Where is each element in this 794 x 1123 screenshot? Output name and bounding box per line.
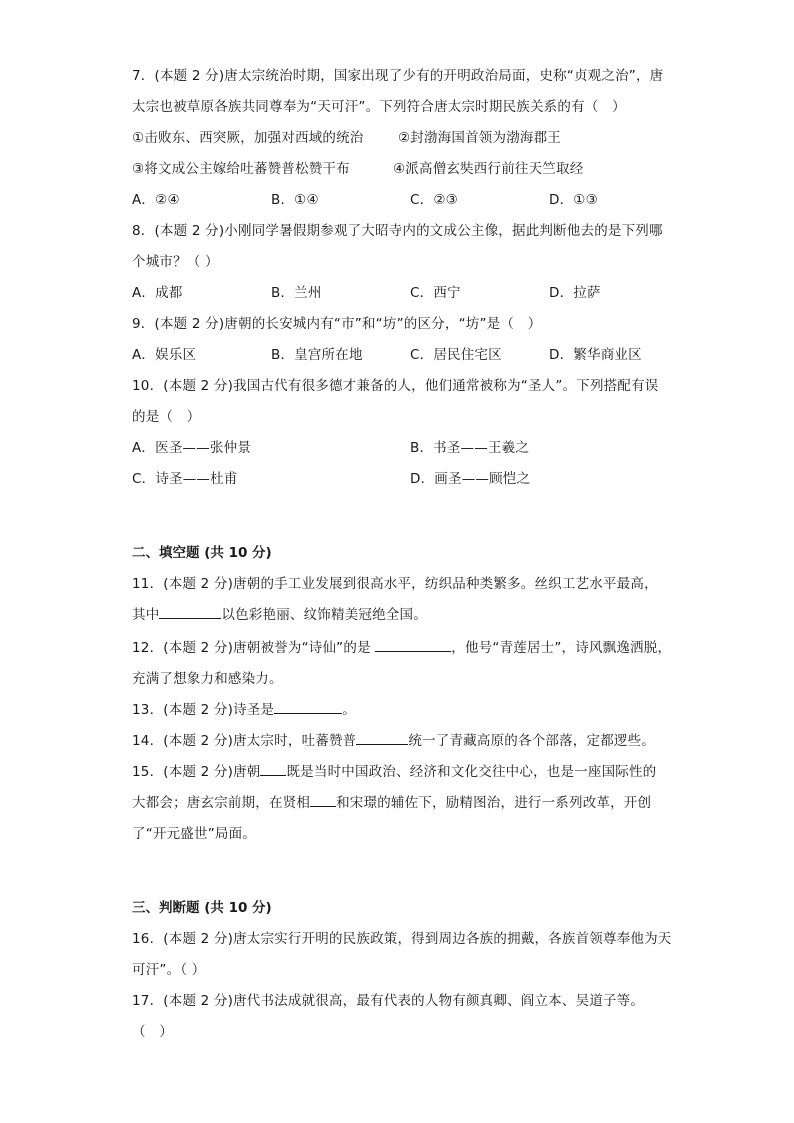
q9-option-a: A．娱乐区 [132,347,197,363]
q15-stem-line1 [132,762,656,782]
q11-answer-blank[interactable] [159,605,221,619]
q13-stem-line1 [132,700,356,720]
q12-text-a: 12．(本题 2 分)唐朝被誉为“诗仙”的是 [132,640,376,656]
q10-option-b: B．书圣——王羲之 [410,440,530,456]
q13-answer-blank[interactable] [274,700,342,714]
q17-stem-line1: 17．(本题 2 分)唐代书法成就很高，最有代表的人物有颜真卿、阎立本、吴道子等。 [132,993,645,1009]
q11-text-b: 以色彩艳丽、纹饰精美冠绝全国。 [221,607,427,623]
q7-option-c: C．②③ [410,192,458,208]
section-true-false-heading: 三、判断题 (共 10 分) [132,900,272,916]
q15-answer-blank-1[interactable] [260,762,286,776]
q15-text-b: 既是当时中国政治、经济和文化交往中心，也是一座国际性的 [286,764,657,780]
q7-item-2: ②封渤海国首领为渤海郡王 [398,130,562,146]
q10-option-a: A．医圣——张仲景 [132,440,252,456]
q7-stem-line1: 7．(本题 2 分)唐太宗统治时期，国家出现了少有的开明政治局面，史称“贞观之治”，唐 [132,68,664,84]
q8-option-a: A．成都 [132,285,183,301]
q9-option-c: C．居民住宅区 [410,347,502,363]
q10-option-d: D．画圣——顾恺之 [410,471,531,487]
q12-answer-blank[interactable] [375,638,451,652]
q12-stem-line1 [132,638,671,658]
q14-text-b: 统一了青藏高原的各个部落，定都逻些。 [408,733,655,749]
q7-option-d: D．①③ [549,192,598,208]
q15-text-c: 大都会；唐玄宗前期，在贤相 [132,795,311,811]
q7-option-a: A．②④ [132,192,180,208]
q7-option-b: B．①④ [271,192,319,208]
q10-stem-line2: 的是（ ） [132,409,201,425]
q15-stem-line2 [132,793,651,813]
q9-option-d: D．繁华商业区 [549,347,642,363]
section-fill-in-heading: 二、填空题 (共 10 分) [132,545,272,561]
q15-text-a: 15．(本题 2 分)唐朝 [132,764,261,780]
q7-item-1: ①击败东、西突厥，加强对西域的统治 [132,130,364,146]
q8-stem-line1: 8．(本题 2 分)小刚同学暑假期参观了大昭寺内的文成公主像，据此判断他去的是下列哪 [132,223,663,239]
q13-text-b: 。 [342,702,356,718]
q10-stem-line1: 10．(本题 2 分)我国古代有很多德才兼备的人，他们通常被称为“圣人”。下列搭配有误 [132,378,659,394]
q17-stem-line2: （ ） [132,1024,174,1040]
q9-stem-line1: 9．(本题 2 分)唐朝的长安城内有“市”和“坊”的区分，“坊”是（ ） [132,316,542,332]
q14-stem-line1 [132,731,655,751]
q9-option-b: B．皇宫所在地 [271,347,363,363]
q11-stem-line1: 11．(本题 2 分)唐朝的手工业发展到很高水平，纺织品种类繁多。丝织工艺水平最高， [132,576,658,592]
q13-text-a: 13．(本题 2 分)诗圣是 [132,702,275,718]
q8-option-b: B．兰州 [271,285,322,301]
q8-stem-line2: 个城市？（ ） [132,254,219,270]
q15-stem-line3: 了“开元盛世”局面。 [132,826,256,842]
q11-text-a: 其中 [132,607,160,623]
q7-stem-line2: 太宗也被草原各族共同尊奉为“天可汗”。下列符合唐太宗时期民族关系的有（ ） [132,99,626,115]
q15-answer-blank-2[interactable] [310,793,336,807]
q10-option-c: C．诗圣——杜甫 [132,471,238,487]
q14-answer-blank[interactable] [356,731,408,745]
q12-text-b: ，他号“青莲居士”，诗风飘逸洒脱， [451,640,672,656]
q15-text-d: 和宋璟的辅佐下，励精图治，进行一系列改革，开创 [336,795,652,811]
q8-option-d: D．拉萨 [549,285,601,301]
q16-stem-line1: 16．(本题 2 分)唐太宗实行开明的民族政策，得到周边各族的拥戴，各族首领尊奉他为天 [132,931,672,947]
q14-text-a: 14．(本题 2 分)唐太宗时，吐蕃赞普 [132,733,357,749]
q7-item-4: ④派高僧玄奘西行前往天竺取经 [393,161,584,177]
q8-option-c: C．西宁 [410,285,461,301]
q11-stem-line2 [132,605,427,625]
q16-stem-line2: 可汗”。（ ） [132,962,206,978]
q7-item-3: ③将文成公主嫁给吐蕃赞普松赞干布 [132,161,350,177]
q12-stem-line2: 充满了想象力和感染力。 [132,671,283,687]
